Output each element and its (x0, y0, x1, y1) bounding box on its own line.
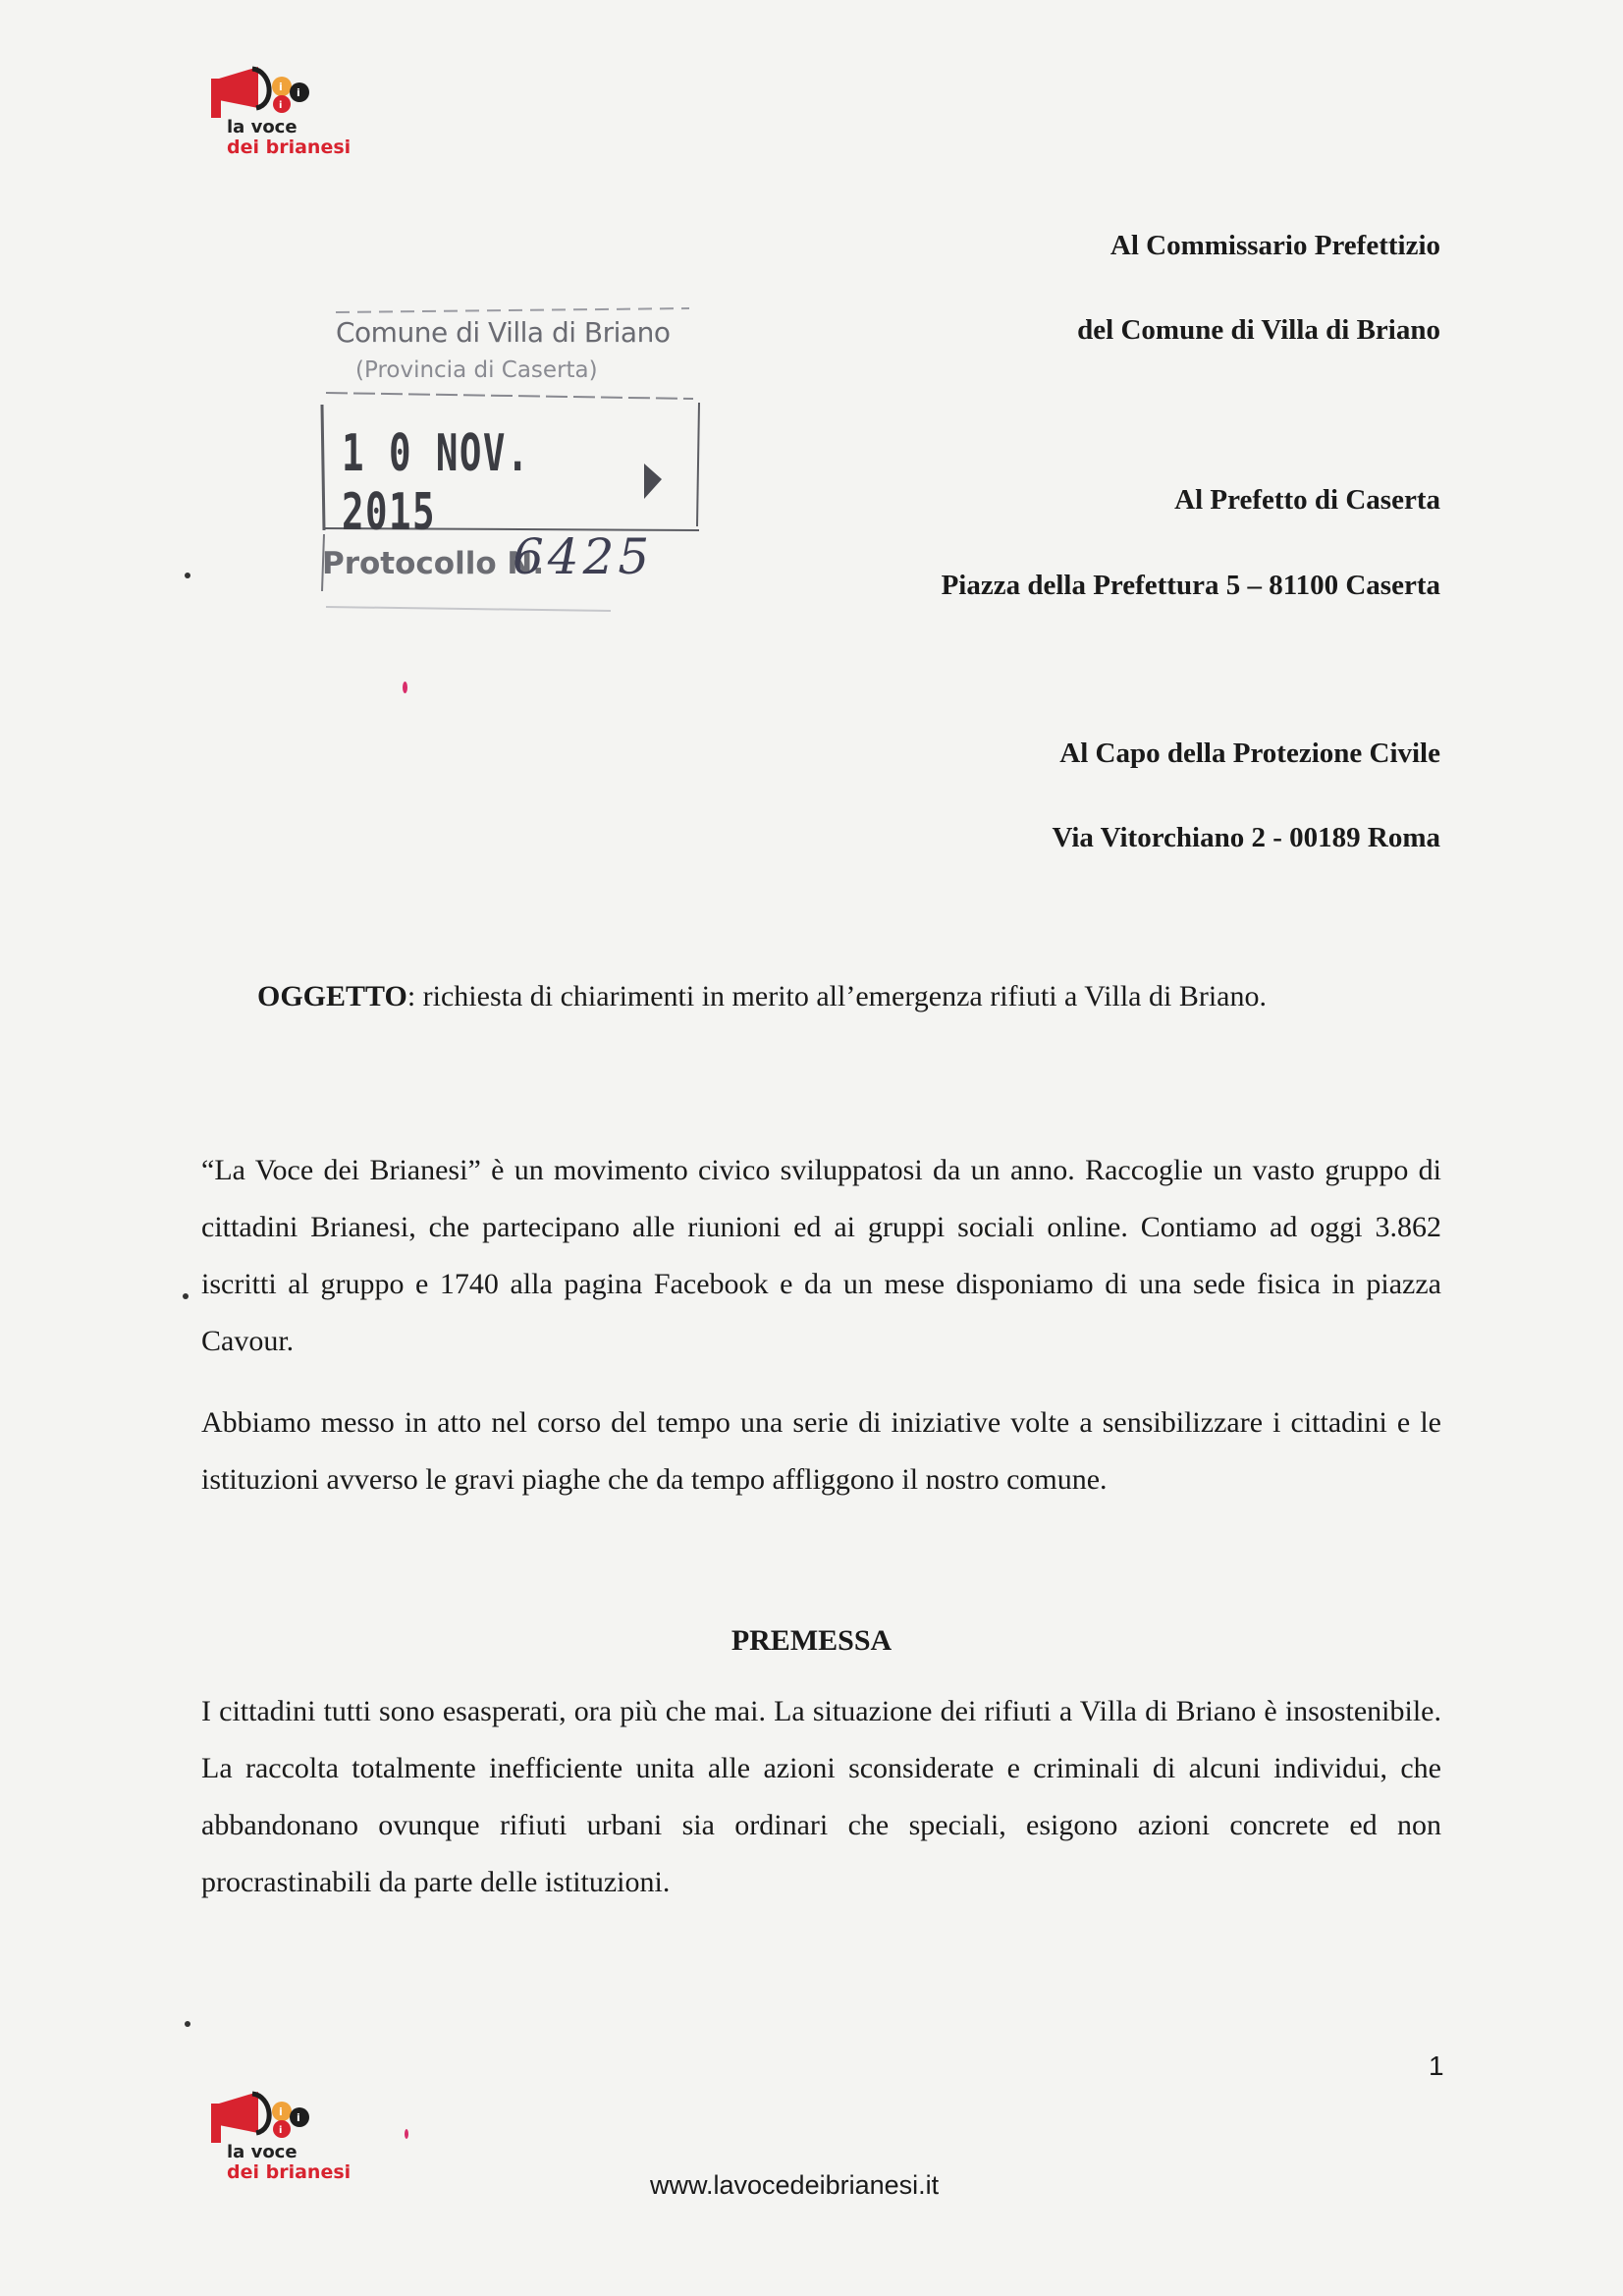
intro-paragraph: “La Voce dei Brianesi” è un movimento civico sviluppatosi da un anno. Raccoglie un vasto gruppo di cittadini Brianesi, che partecipano alle riunioni ed ai gruppi sociali online. Contiamo ad oggi 3.862 iscritti al gruppo e 1740 alla pagina Facebook e da un mese disponiamo di una sede fisica in piazza Cavour. (201, 1154, 1441, 1357)
subject-text: : richiesta di chiarimenti in merito all’emergenza rifiuti a Villa di Briano. (406, 980, 1267, 1012)
recipient-line-4: Piazza della Prefettura 5 – 81100 Caserta (941, 570, 1440, 601)
recipient-line-5: Al Capo della Protezione Civile (1059, 738, 1440, 769)
svg-text:i: i (279, 81, 283, 93)
svg-text:i: i (279, 2105, 283, 2118)
page-number: 1 (1429, 2050, 1444, 2081)
svg-text:i: i (279, 100, 283, 111)
recipient-line-3: Al Prefetto di Caserta (1174, 484, 1440, 516)
stamp-municipality: Comune di Villa di Briano (336, 316, 671, 349)
logo-line-1: la voce (227, 2142, 298, 2162)
footer-website: www.lavocedeibrianesi.it (650, 2170, 940, 2200)
scan-speck (183, 1293, 189, 1299)
recipient-line-6: Via Vitorchiano 2 - 00189 Roma (1052, 822, 1440, 853)
scan-speck (185, 2021, 190, 2027)
footer-logo (201, 2090, 388, 2188)
logo-wordmark (227, 2143, 351, 2182)
scan-speck (185, 573, 190, 578)
svg-text:i: i (279, 2125, 283, 2136)
stamp-date: 1 0 NOV. 2015 (342, 424, 530, 542)
section-heading: PREMESSA (730, 1624, 893, 1657)
recipient-line-2: del Comune di Villa di Briano (1077, 314, 1440, 346)
subject-label: OGGETTO (257, 980, 407, 1012)
scan-speck (405, 2129, 408, 2139)
megaphone-logo-icon (201, 2090, 329, 2149)
stamp-protocol-number: 6425 (513, 528, 654, 585)
megaphone-logo-icon (201, 65, 329, 124)
scan-speck (403, 682, 407, 693)
recipient-line-1: Al Commissario Prefettizio (1109, 230, 1440, 261)
svg-text:i: i (297, 2111, 300, 2124)
logo-line-2: dei brianesi (227, 2161, 352, 2183)
subject-line (257, 980, 1267, 1013)
stamp-province: (Provincia di Caserta) (355, 357, 598, 383)
svg-text:i: i (297, 86, 300, 99)
stamp-protocol-label: Protocollo N. (322, 546, 545, 581)
initiatives-paragraph: Abbiamo messo in atto nel corso del tempo una serie di iniziative volte a sensibilizzare i cittadini e le istituzioni avverso le gravi piaghe che da tempo affliggono il nostro comune. (201, 1406, 1441, 1496)
premessa-paragraph: I cittadini tutti sono esasperati, ora più che mai. La situazione dei rifiuti a Villa di Briano è insostenibile. La raccolta totalmente inefficiente unita alle azioni sconsiderate e criminali di alcuni individui, che abbandonano ovunque rifiuti urbani sia ordinari che speciali, esigono azioni concrete ed non procrastinabili da parte delle istituzioni. (201, 1695, 1441, 1898)
logo-line-1: la voce (227, 117, 298, 137)
protocol-stamp (316, 306, 701, 613)
logo-line-2: dei brianesi (227, 137, 352, 158)
logo-wordmark (227, 118, 351, 157)
header-logo (201, 65, 388, 163)
